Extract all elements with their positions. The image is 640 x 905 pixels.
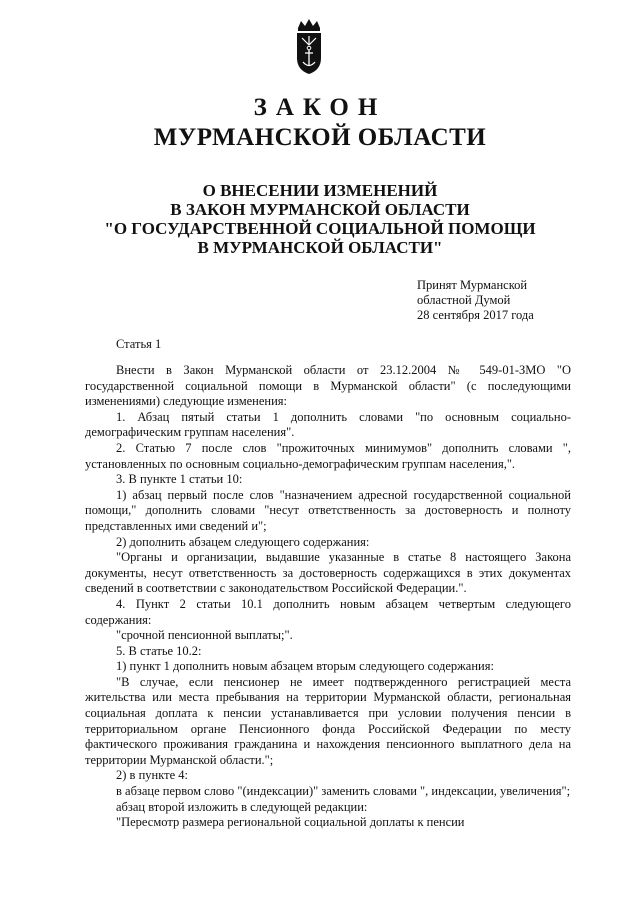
paragraph: "Органы и организации, выдавшие указанные в статье 8 настоящего Закона документы, несут ответственность за достоверность содержащихся в этих документах сведений в соответствии с законодательством Российской Федерации.". bbox=[85, 550, 571, 596]
law-subtitle bbox=[0, 181, 640, 257]
paragraph: абзац второй изложить в следующей редакции: bbox=[116, 799, 368, 814]
paragraph: "В случае, если пенсионер не имеет подтвержденного регистрацией места жительства или места пребывания на территории Мурманской области, региональная социальная доплата к пенсии устанавливается при условии получения пенсии в территориальном органе Пенсионного фонда Российской Федерации по месту фактического проживания гражданина и нахождения пенсионного выплатного дела на территории Мурманской области."; bbox=[85, 674, 571, 767]
paragraph: 4. Пункт 2 статьи 10.1 дополнить новым абзацем четвертым следующего содержания: bbox=[85, 596, 571, 627]
paragraph: 1. Абзац пятый статьи 1 дополнить словами "по основным социально-демографическим группам населения". bbox=[85, 409, 571, 440]
paragraph: "Пересмотр размера региональной социальной доплаты к пенсии bbox=[116, 815, 465, 830]
paragraph: 2. Статью 7 после слов "прожиточных минимумов" дополнить словами ", установленных по основным социально-демографическим группам населения,". bbox=[85, 440, 571, 471]
region-title: МУРМАНСКОЙ ОБЛАСТИ bbox=[153, 124, 487, 151]
law-title: ЗАКОН bbox=[253, 94, 387, 121]
paragraph: 2) в пункте 4: bbox=[116, 768, 188, 783]
paragraph: 1) абзац первый после слов "назначением адресной государственной социальной помощи," дополнить словами "несут ответственность за достоверность и полноту представленных ими сведений и"; bbox=[85, 487, 571, 533]
subtitle-line: О ВНЕСЕНИИ ИЗМЕНЕНИЙ bbox=[202, 181, 438, 200]
murmansk-coat-of-arms-icon bbox=[294, 18, 324, 76]
article-heading: Статья 1 bbox=[116, 337, 162, 351]
paragraph: 3. В пункте 1 статьи 10: bbox=[116, 472, 243, 487]
adoption-date: 28 сентября 2017 года bbox=[417, 308, 534, 322]
law-body bbox=[85, 363, 571, 831]
paragraph: 2) дополнить абзацем следующего содержания: bbox=[116, 534, 370, 549]
paragraph: 1) пункт 1 дополнить новым абзацем вторым следующего содержания: bbox=[116, 659, 494, 674]
paragraph: 5. В статье 10.2: bbox=[116, 643, 202, 658]
subtitle-line: В МУРМАНСКОЙ ОБЛАСТИ" bbox=[197, 238, 443, 257]
subtitle-line: В ЗАКОН МУРМАНСКОЙ ОБЛАСТИ bbox=[170, 200, 470, 219]
adoption-line: Принят Мурманской bbox=[417, 278, 528, 292]
adoption-note bbox=[417, 278, 534, 323]
paragraph: "срочной пенсионной выплаты;". bbox=[116, 628, 293, 643]
paragraph: в абзаце первом слово "(индексации)" заменить словами ", индексации, увеличения"; bbox=[116, 784, 571, 799]
subtitle-line: "О ГОСУДАРСТВЕННОЙ СОЦИАЛЬНОЙ ПОМОЩИ bbox=[104, 219, 536, 238]
adoption-line: областной Думой bbox=[417, 293, 511, 307]
paragraph: Внести в Закон Мурманской области от 23.12.2004 № 549-01-ЗМО "О государственной социальной помощи в Мурманской области" (с последующими изменениями) следующие изменения: bbox=[85, 363, 571, 409]
